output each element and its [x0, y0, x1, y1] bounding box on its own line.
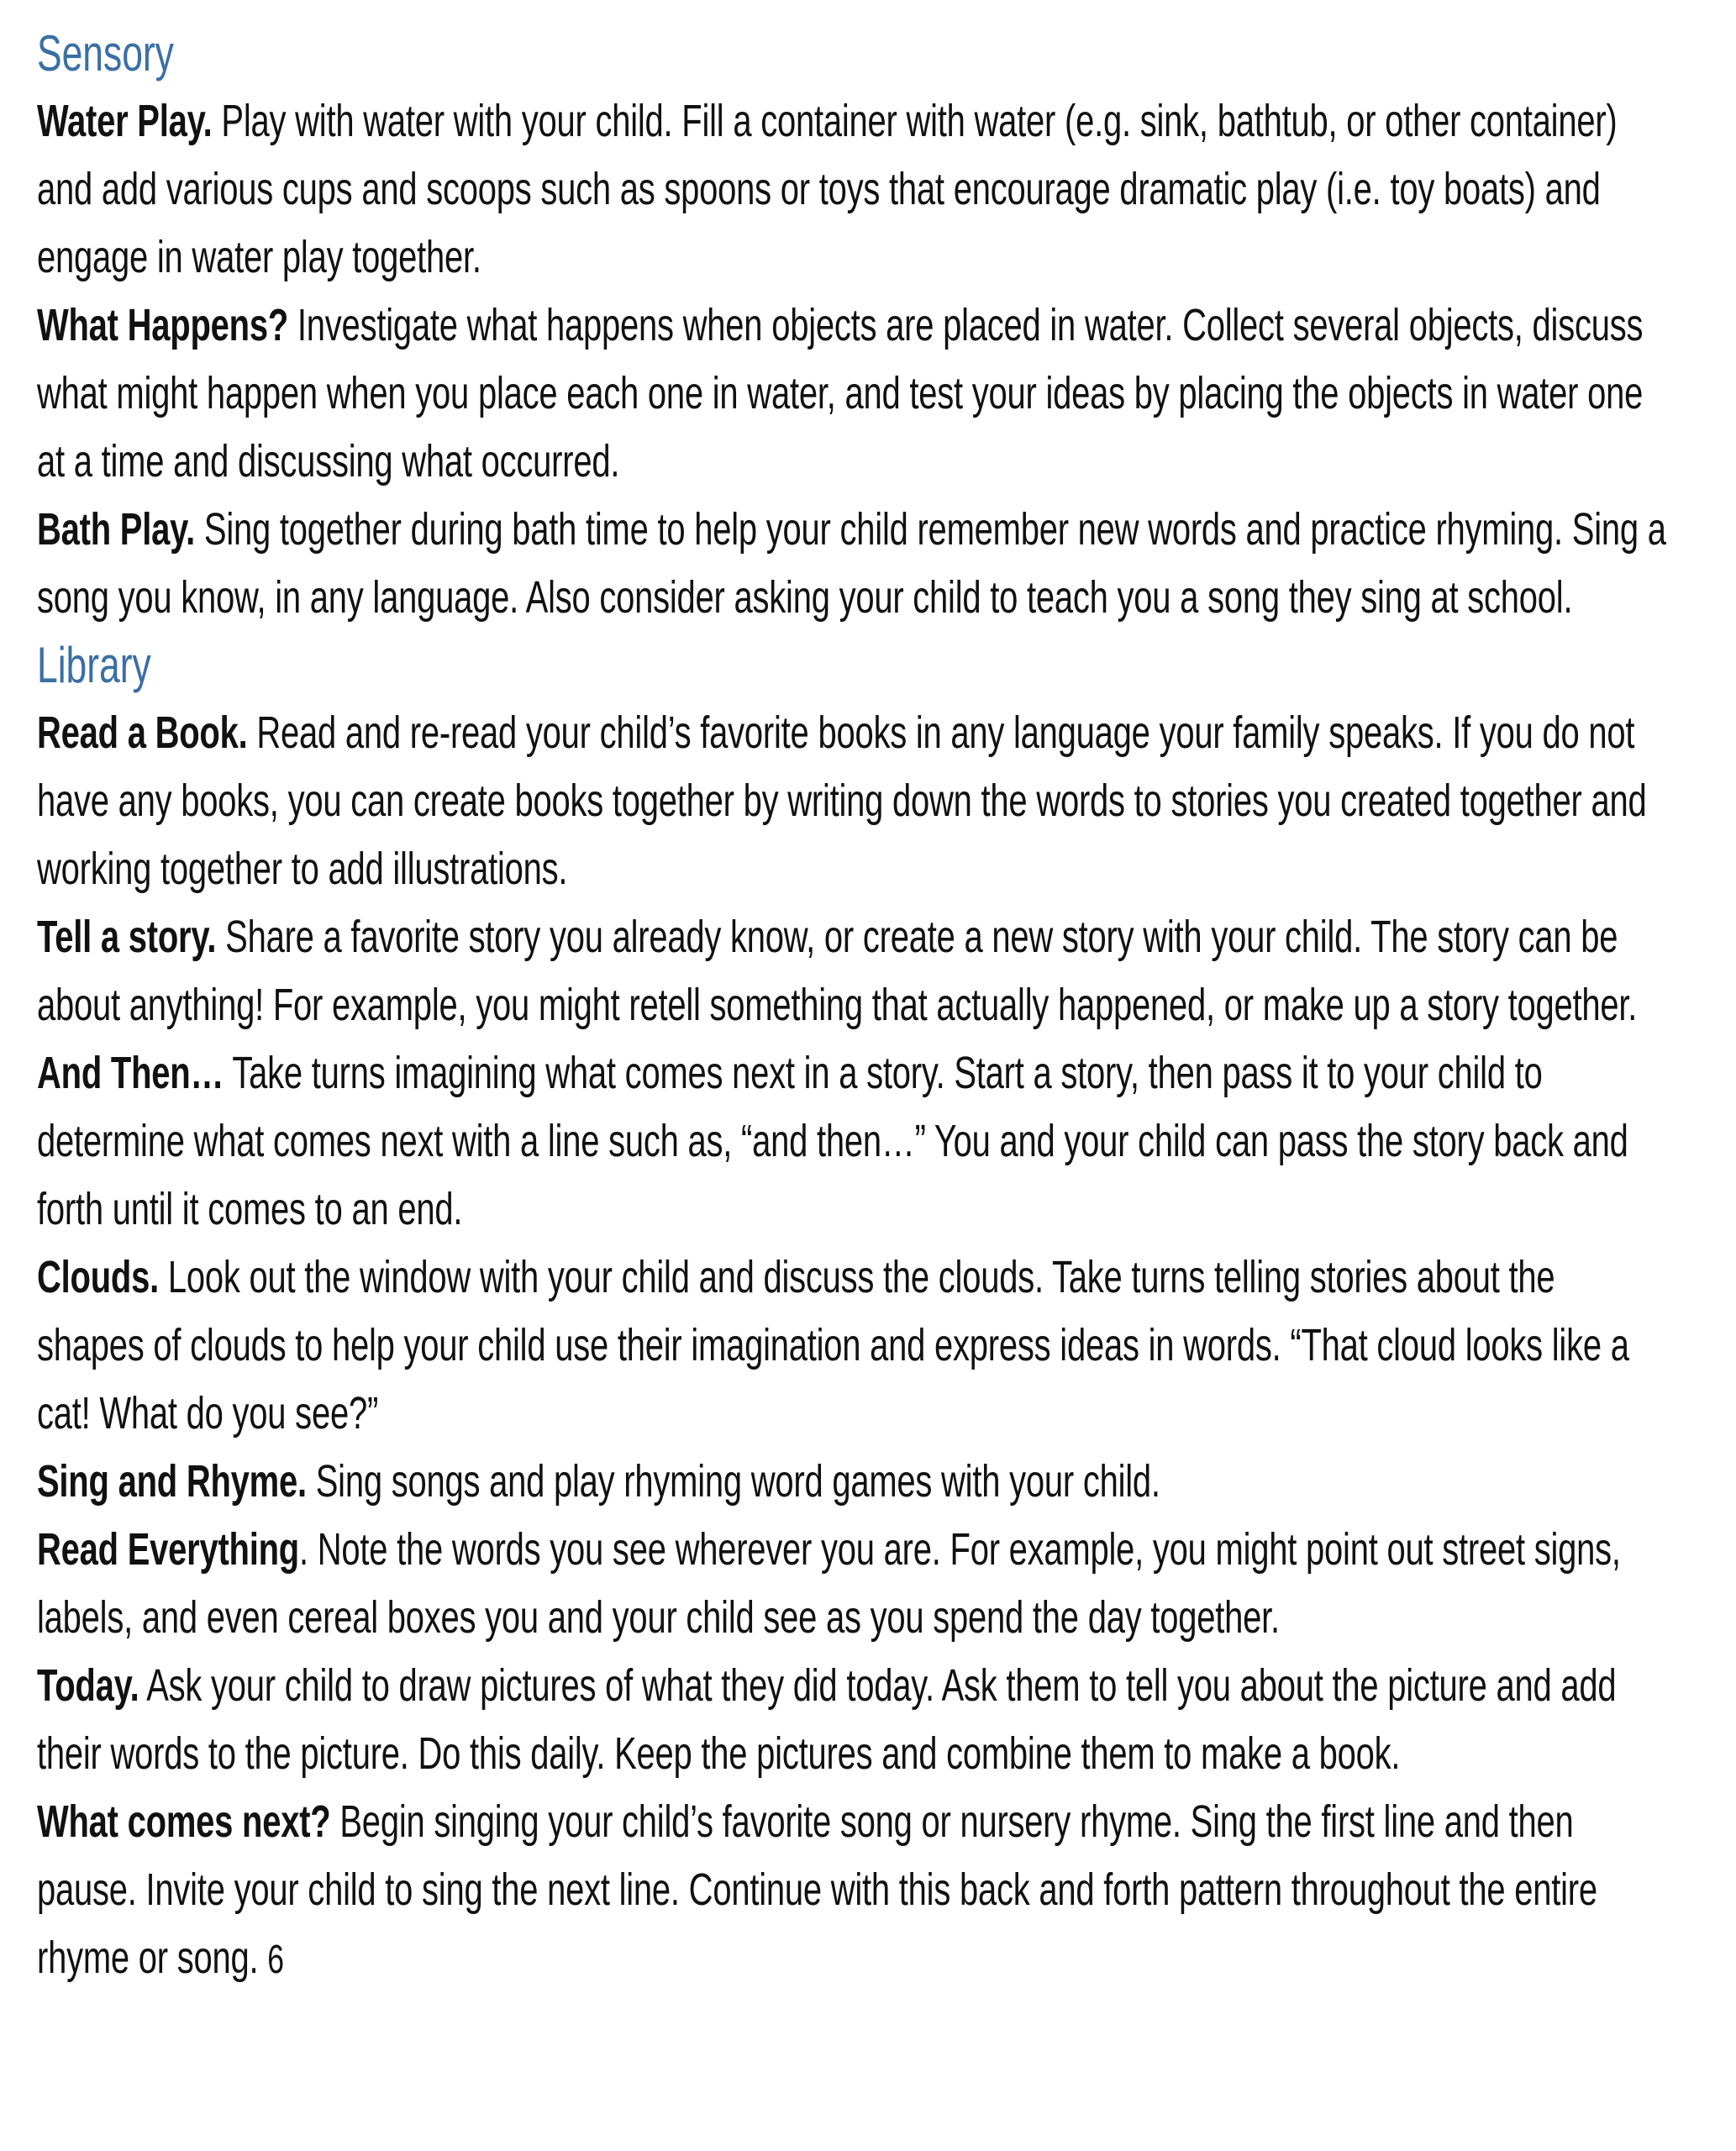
entry-title: And Then…: [37, 1048, 224, 1098]
entry-text: . Note the words you see wherever you are. For example, you might point out street signs, labels, and even cereal boxes you and your child see as you spend the day together.: [37, 1524, 1621, 1643]
page-number: 6: [267, 1938, 284, 1982]
entry-text: Begin singing your child’s favorite song or nursery rhyme. Sing the first line and then pause. Invite your child to sing the next line. Continue with this back and forth pattern throughout the entire rhyme or song.: [37, 1796, 1597, 1983]
entry-today: [37, 1652, 1666, 1788]
section-heading-library: Library: [37, 637, 151, 693]
entry-text: Look out the window with your child and discuss the clouds. Take turns telling stories about the shapes of clouds to help your child use their imagination and express ideas in words. “That cloud looks like a cat! What do you see?”: [37, 1252, 1629, 1438]
entry-tell-a-story: [37, 903, 1666, 1039]
entry-text: Investigate what happens when objects are placed in water. Collect several objects, discuss what might happen when you place each one in water, and test your ideas by placing the objects in water one at a time and discussing what occurred.: [37, 300, 1644, 486]
section-heading-sensory: Sensory: [37, 25, 174, 82]
entry-sing-and-rhyme: [37, 1448, 1666, 1516]
entry-clouds: [37, 1244, 1666, 1448]
entry-read-a-book: [37, 699, 1666, 903]
entry-title: Today.: [37, 1660, 139, 1711]
entry-text: Play with water with your child. Fill a container with water (e.g. sink, bathtub, or other container) and add various cups and scoops such as spoons or toys that encourage dramatic play (i.e. toy boats) and engage in water play together.: [37, 96, 1618, 282]
entry-what-happens: [37, 292, 1666, 496]
entry-title: Read a Book.: [37, 707, 248, 758]
document-page: [37, 20, 1667, 1994]
entry-text: Take turns imagining what comes next in a story. Start a story, then pass it to your child to determine what comes next with a line such as, “and then…” You and your child can pass the story back and forth until it comes to an end.: [37, 1048, 1628, 1234]
entry-text: Sing songs and play rhyming word games with your child.: [306, 1456, 1160, 1507]
entry-water-play: [37, 87, 1666, 292]
entry-title: Tell a story.: [37, 912, 217, 962]
entry-title: Sing and Rhyme.: [37, 1456, 307, 1507]
entry-text: Ask your child to draw pictures of what they did today. Ask them to tell you about the picture and add their words to the picture. Do this daily. Keep the pictures and combine them to make a book.: [37, 1660, 1617, 1779]
entry-title: Clouds.: [37, 1252, 159, 1302]
entry-title: Read Everything: [37, 1524, 300, 1575]
entry-text: Sing together during bath time to help your child remember new words and practice rhyming. Sing a song you know, in any language. Also consider asking your child to teach you a song they sing at school.: [37, 504, 1666, 623]
entry-title: What comes next?: [37, 1796, 331, 1847]
entry-read-everything: [37, 1516, 1666, 1652]
entry-title: Bath Play.: [37, 504, 196, 555]
entry-title: What Happens?: [37, 300, 289, 350]
entry-bath-play: [37, 496, 1666, 632]
entry-and-then: [37, 1039, 1666, 1244]
entry-text: Read and re-read your child’s favorite books in any language your family speaks. If you do not have any books, you can create books together by writing down the words to stories you created together and working together to add illustrations.: [37, 707, 1647, 894]
entry-title: Water Play.: [37, 96, 213, 146]
entry-what-comes-next: [37, 1788, 1666, 1994]
entry-text: Share a favorite story you already know, or create a new story with your child. The story can be about anything! For example, you might retell something that actually happened, or make up a story together.: [37, 912, 1638, 1030]
